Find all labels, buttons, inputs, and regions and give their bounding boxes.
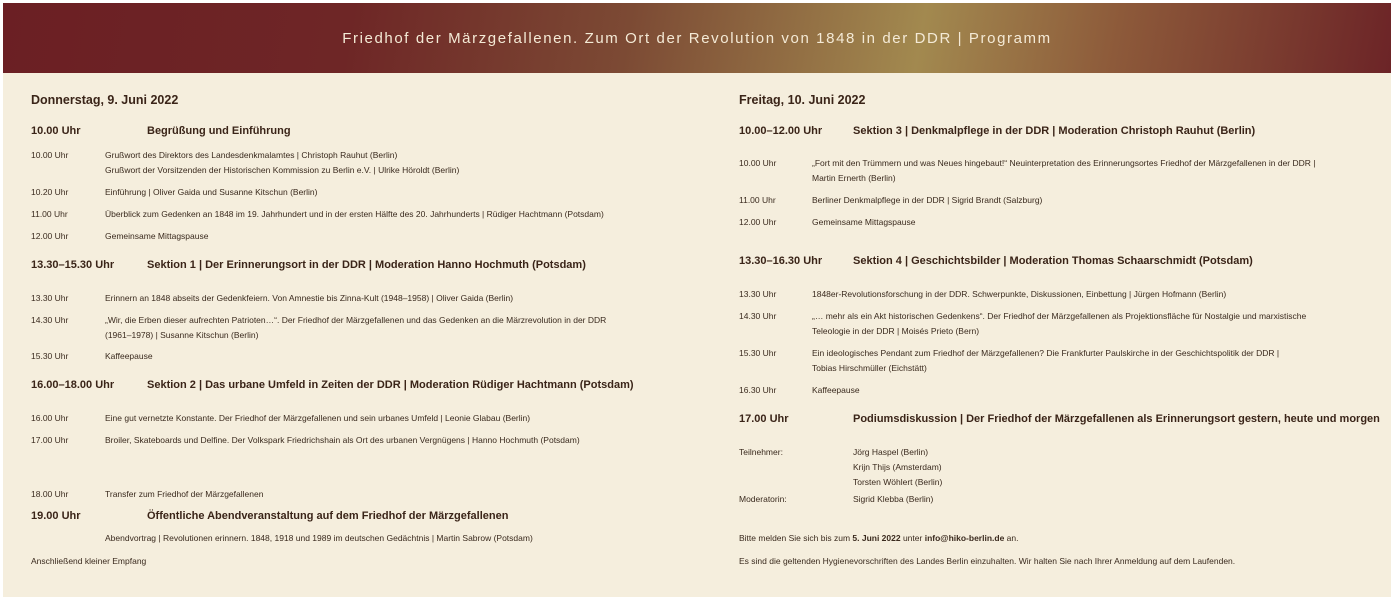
item-time: 10.00 Uhr	[31, 150, 69, 160]
item-time: 15.30 Uhr	[739, 348, 777, 358]
item-text: Gemeinsame Mittagspause	[812, 217, 916, 227]
item-text: Tobias Hirschmüller (Eichstätt)	[812, 363, 927, 373]
item-text: „… mehr als ein Akt historischen Gedenkens“. Der Friedhof der Märzgefallenen als Projektionsfläche für Nostalgie und marxistische	[812, 311, 1307, 321]
registration-text: Bitte melden Sie sich bis zum	[739, 533, 853, 543]
item-text: Berliner Denkmalpflege in der DDR | Sigrid Brandt (Salzburg)	[812, 195, 1043, 205]
session-title: Sektion 4 | Geschichtsbilder | Moderation Thomas Schaarschmidt (Potsdam)	[853, 255, 1253, 267]
item-text: Transfer zum Friedhof der Märzgefallenen	[105, 489, 264, 499]
day-heading: Donnerstag, 9. Juni 2022	[31, 93, 179, 107]
session-time: 13.30–16.30 Uhr	[739, 255, 823, 267]
registration-text: unter	[900, 533, 925, 543]
moderator-label: Moderatorin:	[739, 494, 787, 504]
session-time: 10.00 Uhr	[31, 125, 81, 137]
session-title: Sektion 2 | Das urbane Umfeld in Zeiten der DDR | Moderation Rüdiger Hachtmann (Potsdam)	[147, 379, 634, 391]
item-time: 12.00 Uhr	[739, 217, 777, 227]
item-time: 16.00 Uhr	[31, 413, 69, 423]
session-title: Begrüßung und Einführung	[147, 125, 291, 137]
participant: Krijn Thijs (Amsterdam)	[853, 462, 942, 472]
item-text: Abendvortrag | Revolutionen erinnern. 1848, 1918 und 1989 im deutschen Gedächtnis | Martin Sabrow (Potsdam)	[105, 533, 533, 543]
participants-label: Teilnehmer:	[739, 447, 783, 457]
item-time: 10.00 Uhr	[739, 158, 777, 168]
item-text: Broiler, Skateboards und Delfine. Der Volkspark Friedrichshain als Ort des urbanen Vergnügens | Hanno Hochmuth (Potsdam)	[105, 435, 580, 445]
program-page	[3, 3, 1391, 597]
registration-email[interactable]: info@hiko-berlin.de	[924, 533, 1005, 543]
item-text: „Fort mit den Trümmern und was Neues hingebaut!“ Neuinterpretation des Erinnerungsortes Friedhof der Märzgefallenen in der DDR |	[812, 158, 1316, 168]
session-title: Sektion 3 | Denkmalpflege in der DDR | Moderation Christoph Rauhut (Berlin)	[853, 125, 1256, 137]
item-time: 13.30 Uhr	[31, 293, 69, 303]
moderator: Sigrid Klebba (Berlin)	[853, 494, 934, 504]
header-banner	[3, 3, 1391, 73]
registration-note	[739, 533, 1018, 543]
hygiene-note: Es sind die geltenden Hygienevorschriften des Landes Berlin einzuhalten. Wir halten Sie nach Ihrer Anmeldung auf dem Laufenden.	[739, 556, 1236, 566]
item-text: Eine gut vernetzte Konstante. Der Friedhof der Märzgefallenen und sein urbanes Umfeld | Leonie Glabau (Berlin)	[105, 413, 531, 423]
item-text: Kaffeepause	[105, 351, 153, 361]
session-title: Podiumsdiskussion | Der Friedhof der Märzgefallenen als Erinnerungsort gestern, heute und morgen	[853, 413, 1380, 425]
item-time: 18.00 Uhr	[31, 489, 69, 499]
day-heading: Freitag, 10. Juni 2022	[739, 93, 866, 107]
item-text: „Wir, die Erben dieser aufrechten Patrioten…“. Der Friedhof der Märzgefallenen und das Gedenken an die Märzrevolution in der DDR	[105, 315, 607, 325]
item-text: Überblick zum Gedenken an 1848 im 19. Jahrhundert und in der ersten Hälfte des 20. Jahrhunderts | Rüdiger Hachtmann (Potsdam)	[105, 209, 604, 219]
session-time: 13.30–15.30 Uhr	[31, 259, 115, 271]
item-text: Ein ideologisches Pendant zum Friedhof der Märzgefallenen? Die Frankfurter Paulskirche in der Geschichtspolitik der DDR |	[812, 348, 1280, 358]
registration-text: an.	[1004, 533, 1019, 543]
item-time: 15.30 Uhr	[31, 351, 69, 361]
item-time: 10.20 Uhr	[31, 187, 69, 197]
session-title: Sektion 1 | Der Erinnerungsort in der DDR | Moderation Hanno Hochmuth (Potsdam)	[147, 259, 586, 271]
item-time: 16.30 Uhr	[739, 385, 777, 395]
item-time: 14.30 Uhr	[739, 311, 777, 321]
item-text: Martin Ernerth (Berlin)	[812, 173, 896, 183]
item-time: 17.00 Uhr	[31, 435, 69, 445]
session-time: 16.00–18.00 Uhr	[31, 379, 115, 391]
item-time: 13.30 Uhr	[739, 289, 777, 299]
item-text: Gemeinsame Mittagspause	[105, 231, 209, 241]
registration-deadline: 5. Juni 2022	[852, 533, 901, 543]
item-time: 12.00 Uhr	[31, 231, 69, 241]
session-time: 17.00 Uhr	[739, 413, 789, 425]
page-title: Friedhof der Märzgefallenen. Zum Ort der Revolution von 1848 in der DDR | Programm	[342, 29, 1052, 47]
item-text: Teleologie in der DDR | Moisés Prieto (Bern)	[812, 326, 980, 336]
item-text: 1848er-Revolutionsforschung in der DDR. Schwerpunkte, Diskussionen, Einbettung | Jürgen Hofmann (Berlin)	[812, 289, 1227, 299]
participant: Jörg Haspel (Berlin)	[853, 447, 929, 457]
item-text: (1961–1978) | Susanne Kitschun (Berlin)	[105, 330, 259, 340]
item-text: Einführung | Oliver Gaida und Susanne Kitschun (Berlin)	[105, 187, 318, 197]
session-time: 19.00 Uhr	[31, 510, 81, 522]
item-text: Grußwort des Direktors des Landesdenkmalamtes | Christoph Rauhut (Berlin)	[105, 150, 398, 160]
item-text: Grußwort der Vorsitzenden der Historischen Kommission zu Berlin e.V. | Ulrike Höroldt (Berlin)	[105, 165, 460, 175]
participant: Torsten Wöhlert (Berlin)	[853, 477, 943, 487]
session-title: Öffentliche Abendveranstaltung auf dem Friedhof der Märzgefallenen	[147, 510, 509, 522]
item-time: 14.30 Uhr	[31, 315, 69, 325]
item-text: Kaffeepause	[812, 385, 860, 395]
session-time: 10.00–12.00 Uhr	[739, 125, 823, 137]
item-time: 11.00 Uhr	[739, 195, 776, 205]
item-text: Erinnern an 1848 abseits der Gedenkfeiern. Von Amnestie bis Zinna-Kult (1948–1958) | Oliver Gaida (Berlin)	[105, 293, 514, 303]
closing-note: Anschließend kleiner Empfang	[31, 556, 147, 566]
item-time: 11.00 Uhr	[31, 209, 68, 219]
